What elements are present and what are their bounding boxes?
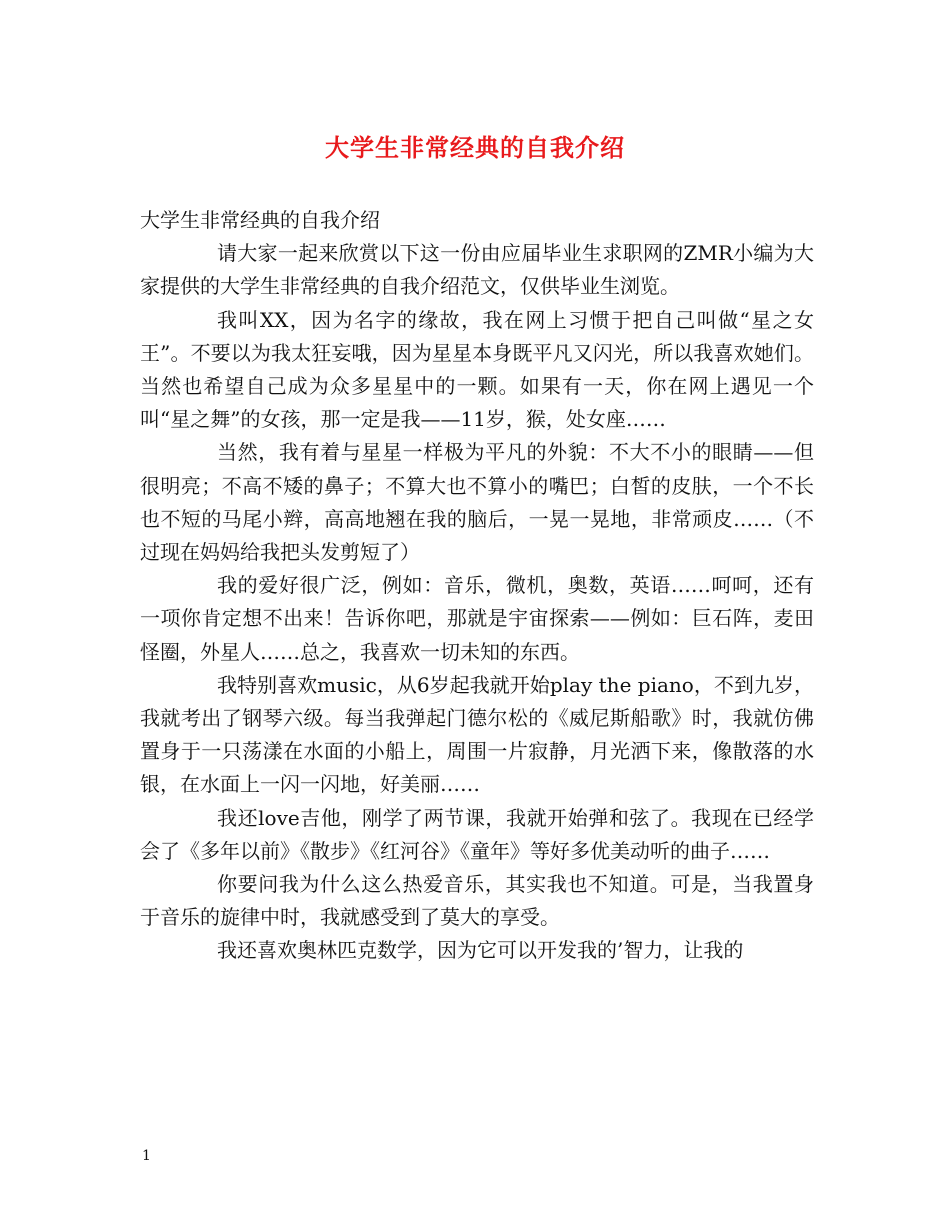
body-paragraph-math: 我还喜欢奥林匹克数学，因为它可以开发我的’智力，让我的 xyxy=(217,938,744,963)
body-paragraph-hobbies: 我的爱好很广泛，例如：音乐，微机，奥数，英语……呵呵，还有一项你肯定想不出来！告诉你吧，那就是宇宙探索——例如：巨石阵，麦田怪圈，外星人……总之，我喜欢一切未知的东西。 xyxy=(140,573,814,664)
body-paragraph-appearance: 当然，我有着与星星一样极为平凡的外貌：不大不小的眼睛——但很明亮；不高不矮的鼻子；不算大也不算小的嘴巴；白皙的皮肤，一个不长也不短的马尾小辫，高高地翘在我的脑后，一晃一晃地，非常顽皮……（不过现在妈妈给我把头发剪短了） xyxy=(140,440,814,565)
body-paragraph-guitar: 我还love吉他，刚学了两节课，我就开始弹和弦了。我现在已经学会了《多年以前》《散步》《红河谷》《童年》等好多优美动听的曲子…… xyxy=(140,805,814,863)
page-number: 1 xyxy=(142,1148,151,1164)
intro-paragraph: 请大家一起来欣赏以下这一份由应届毕业生求职网的ZMR小编为大家提供的大学生非常经典的自我介绍范文，仅供毕业生浏览。 xyxy=(140,241,814,299)
body-paragraph-love-music: 你要问我为什么这么热爱音乐，其实我也不知道。可是，当我置身于音乐的旋律中时，我就感受到了莫大的享受。 xyxy=(140,872,814,930)
body-paragraph-name: 我叫XX，因为名字的缘故，我在网上习惯于把自己叫做“星之女王”。不要以为我太狂妄哦，因为星星本身既平凡又闪光，所以我喜欢她们。当然也希望自己成为众多星星中的一颗。如果有一天，你在网上遇见一个叫“星之舞”的女孩，那一定是我——11岁，猴，处女座…… xyxy=(140,307,814,432)
page-title: 大学生非常经典的自我介绍 xyxy=(325,134,625,162)
body-paragraph-music: 我特别喜欢music，从6岁起我就开始play the piano，不到九岁，我就考出了钢琴六级。每当我弹起门德尔松的《威尼斯船歌》时，我就仿佛置身于一只荡漾在水面的小船上，周围一片寂静，月光洒下来，像散落的水银，在水面上一闪一闪地，好美丽…… xyxy=(140,672,814,797)
document-body xyxy=(140,204,814,968)
subtitle-paragraph: 大学生非常经典的自我介绍 xyxy=(140,208,380,232)
